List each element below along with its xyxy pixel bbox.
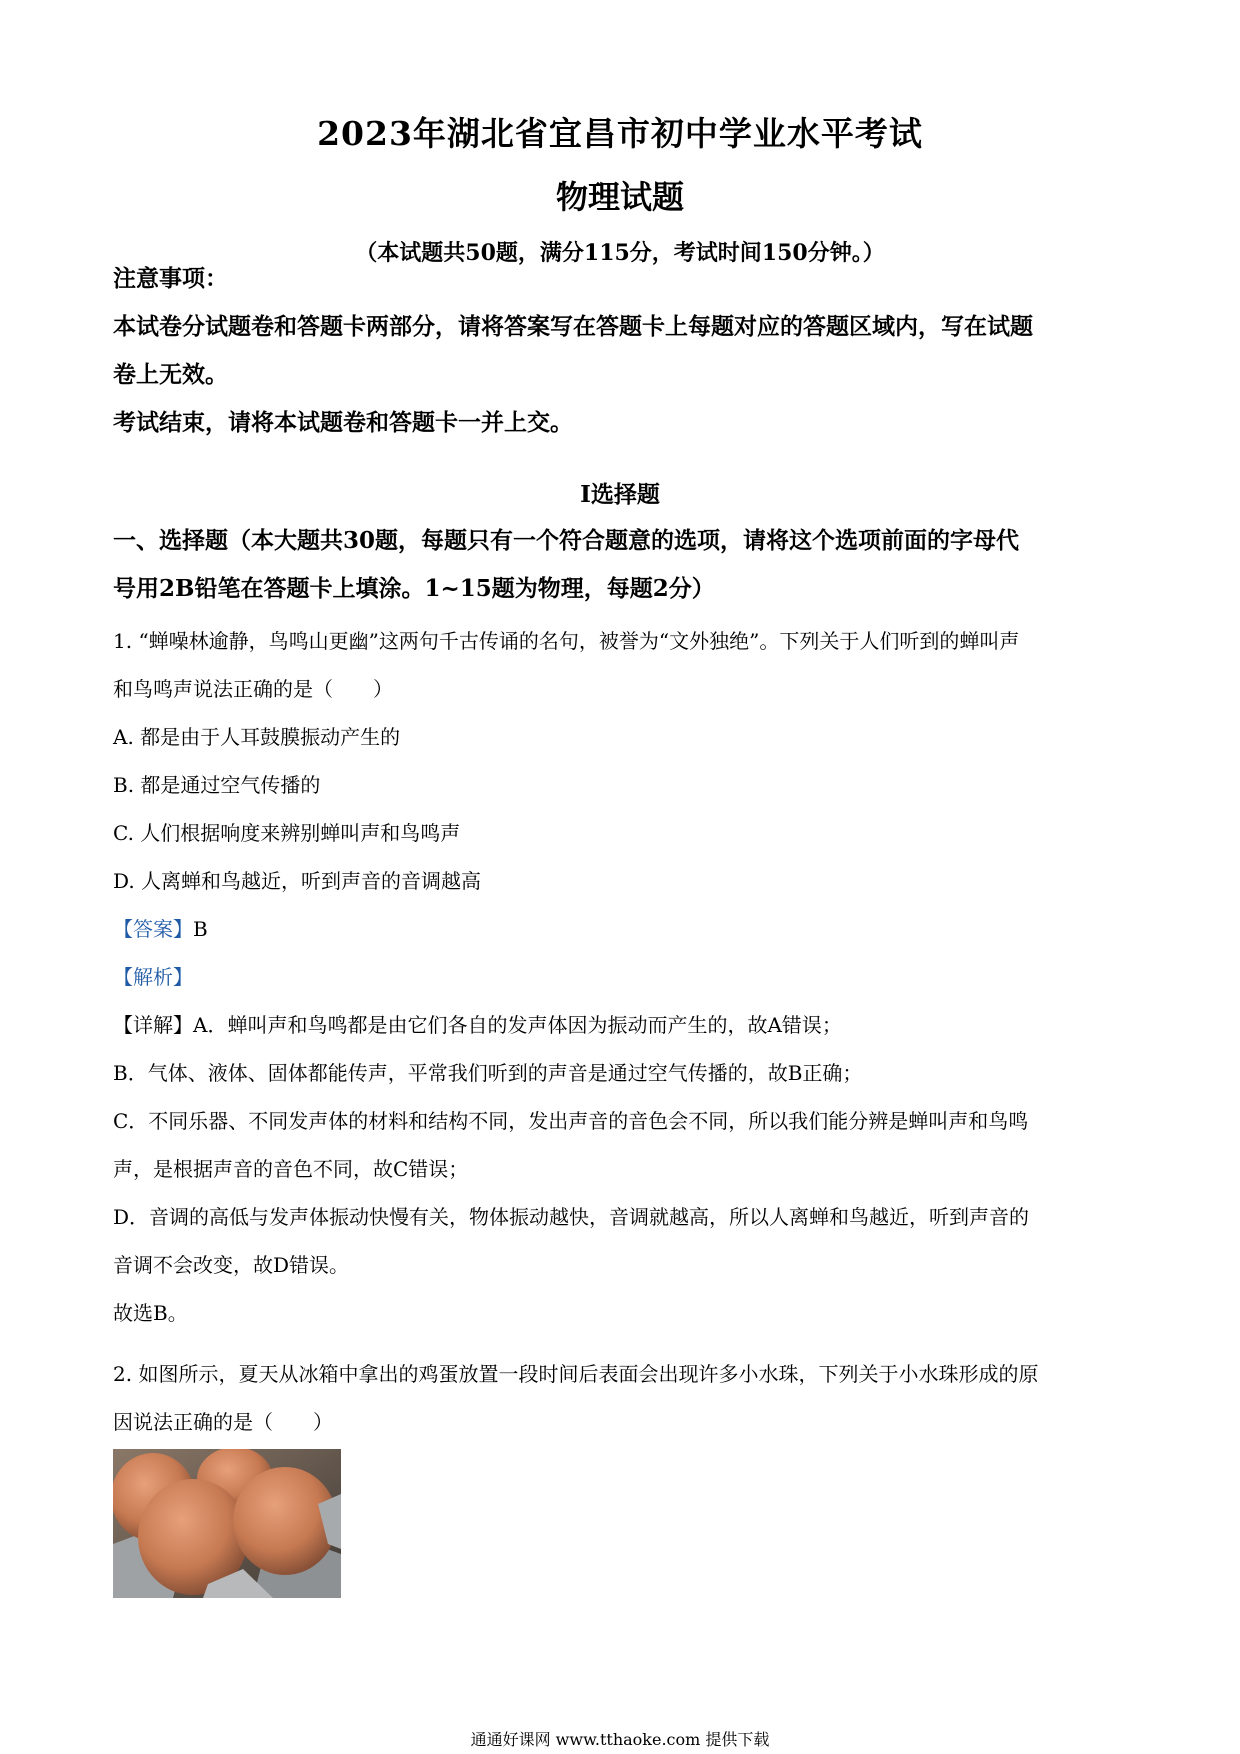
- q1-option-a: A. 都是由于人耳鼓膜振动产生的: [113, 725, 401, 749]
- q1-stem-a: 1. “蝉噪林逾静，鸟鸣山更幽”这两句千古传诵的名句，被誉为“文外独绝”。下列关于人们听到的蝉叫声: [113, 629, 1020, 653]
- q2-stem-b: 因说法正确的是（ ）: [113, 1410, 333, 1434]
- question-1: [113, 617, 1123, 1337]
- q2-stem-a: 2. 如图所示，夏天从冰箱中拿出的鸡蛋放置一段时间后表面会出现许多小水珠，下列关于小水珠形成的原: [113, 1362, 1039, 1386]
- q1-option-d: D. 人离蝉和鸟越近，听到声音的音调越高: [113, 869, 482, 893]
- answer-tag: 【答案】: [113, 917, 193, 941]
- notice-heading: 注意事项：: [113, 265, 228, 292]
- section-intro-a: 一、选择题（本大题共30题，每题只有一个符合题意的选项，请将这个选项前面的字母代: [113, 527, 1020, 554]
- notice-line-2: 考试结束，请将本试题卷和答题卡一并上交。: [113, 409, 573, 436]
- answer-value: B: [193, 917, 208, 941]
- q1-option-b: B. 都是通过空气传播的: [113, 773, 321, 797]
- page-subtitle: 物理试题: [555, 178, 684, 216]
- notice-line-1b: 卷上无效。: [113, 361, 228, 388]
- eggs-photo: [113, 1449, 341, 1598]
- question-2: [113, 1350, 1123, 1446]
- q1-answer: [113, 905, 1123, 953]
- q1-detail-a: [113, 1001, 1123, 1049]
- footer: 通通好课网 www.tthaoke.com 提供下载: [470, 1730, 770, 1749]
- section-intro-b: 号用2B铅笔在答题卡上填涂。1~15题为物理，每题2分）: [113, 575, 715, 602]
- detail-a-text: A．蝉叫声和鸟鸣都是由它们各自的发声体因为振动而产生的，故A错误；: [193, 1013, 842, 1037]
- notice-line-1a: 本试卷分试题卷和答题卡两部分，请将答案写在答题卡上每题对应的答题区域内，写在试题: [113, 313, 1033, 340]
- q1-option-c: C. 人们根据响度来辨别蝉叫声和鸟鸣声: [113, 821, 461, 845]
- q1-detail-c1: C．不同乐器、不同发声体的材料和结构不同，发出声音的音色会不同，所以我们能分辨是蝉叫声和鸟鸣: [113, 1109, 1029, 1133]
- detail-tag: 【详解】: [113, 1013, 193, 1037]
- eggs-illustration: [113, 1449, 341, 1598]
- q1-detail-c2: 声，是根据声音的音色不同，故C错误；: [113, 1157, 469, 1181]
- exam-meta: （本试题共50题，满分115分，考试时间150分钟。）: [355, 240, 885, 266]
- q1-conclusion: 故选B。: [113, 1301, 188, 1325]
- q1-detail-d1: D．音调的高低与发声体振动快慢有关，物体振动越快，音调就越高，所以人离蝉和鸟越近，听到声音的: [113, 1205, 1030, 1229]
- analysis-tag: 【解析】: [113, 965, 193, 989]
- page-title: 2023年湖北省宜昌市初中学业水平考试: [317, 114, 923, 153]
- section-intro: [113, 517, 1123, 613]
- notice-block: [113, 255, 1123, 447]
- q1-detail-d2: 音调不会改变，故D错误。: [113, 1253, 350, 1277]
- section-title: I选择题: [580, 481, 660, 508]
- q1-detail-b: B．气体、液体、固体都能传声，平常我们听到的声音是通过空气传播的，故B正确；: [113, 1061, 863, 1085]
- q1-stem-b: 和鸟鸣声说法正确的是（ ）: [113, 677, 393, 701]
